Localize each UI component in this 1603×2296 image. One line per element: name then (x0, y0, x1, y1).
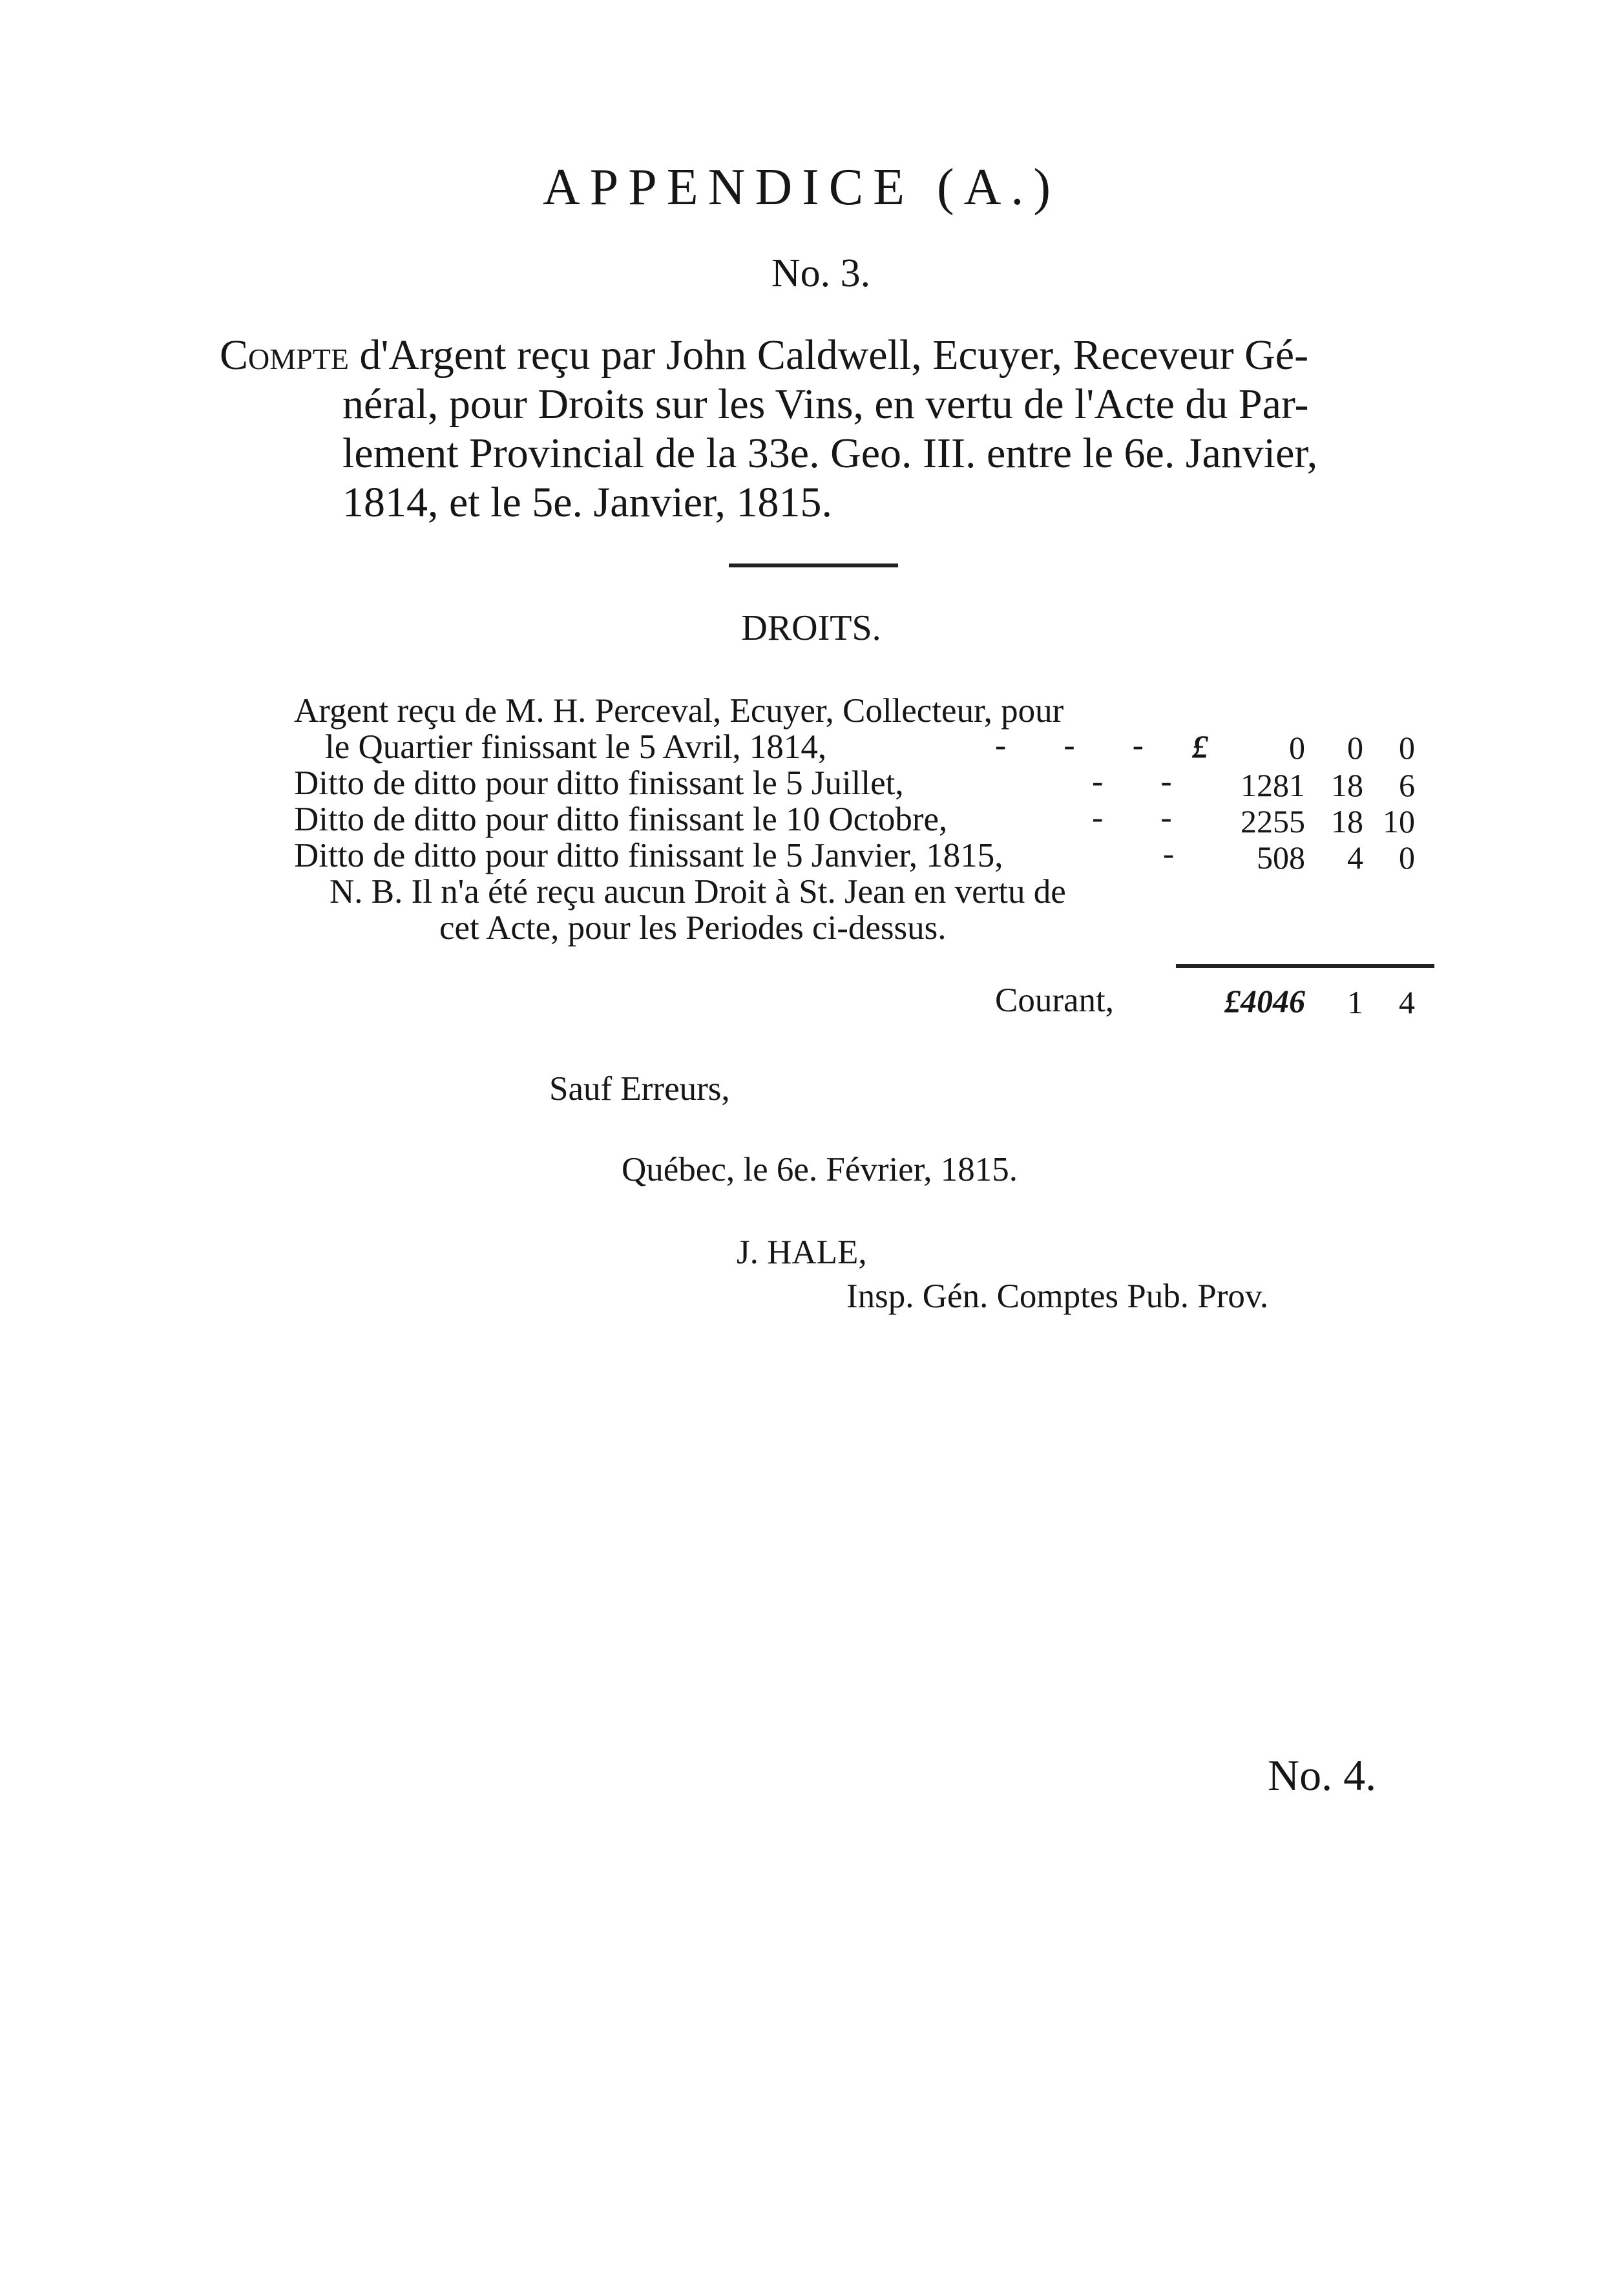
note-line-2: cet Acte, pour les Periodes ci-dessus. (439, 909, 947, 947)
entry-1-line-1: Argent reçu de M. H. Perceval, Ecuyer, Collecteur, pour (294, 692, 1064, 730)
intro-paragraph (220, 331, 1441, 527)
entry-1-pence: 0 (1399, 730, 1415, 766)
signature-name: J. HALE, (737, 1234, 867, 1271)
entry-3-pounds: 2255 (1241, 803, 1305, 839)
entry-4-dashes: - (1163, 836, 1199, 872)
section-divider (729, 563, 898, 567)
total-pence: 4 (1399, 984, 1415, 1020)
entry-1-shillings: 0 (1347, 730, 1363, 766)
note-line-1: N. B. Il n'a été reçu aucun Droit à St. Jean en vertu de (330, 873, 1066, 911)
sauf-erreurs: Sauf Erreurs, (549, 1070, 730, 1108)
document-number: No. 3. (771, 251, 871, 295)
entry-4-text: Ditto de ditto pour ditto finissant le 5 Janvier, 1815, (294, 837, 1003, 874)
entry-2-pence: 6 (1399, 767, 1415, 803)
entry-4-shillings: 4 (1347, 839, 1363, 876)
intro-line-3: lement Provincial de la 33e. Geo. III. entre le 6e. Janvier, (342, 430, 1318, 477)
entry-2-text: Ditto de ditto pour ditto finissant le 5 Juillet, (294, 764, 904, 802)
total-pounds: £4046 (1224, 983, 1305, 1019)
entry-4-pence: 0 (1399, 839, 1415, 876)
entry-2-dashes: - - (1092, 763, 1197, 800)
place-date: Québec, le 6e. Février, 1815. (622, 1151, 1018, 1188)
next-page-number: No. 4. (1268, 1751, 1377, 1800)
intro-line-4: 1814, et le 5e. Janvier, 1815. (342, 479, 833, 526)
entry-2-pounds: 1281 (1241, 767, 1305, 803)
entry-1-pounds: 0 (1289, 730, 1305, 766)
signature-title: Insp. Gén. Comptes Pub. Prov. (846, 1278, 1269, 1315)
section-title: DROITS. (741, 608, 881, 648)
appendix-heading: APPENDICE (A.) (542, 159, 1061, 216)
intro-lead-word: Compte (220, 332, 349, 379)
entry-4-pounds: 508 (1257, 839, 1305, 876)
entry-1-line-2: le Quartier finissant le 5 Avril, 1814, (325, 728, 827, 766)
entry-3-shillings: 18 (1331, 803, 1363, 839)
entry-3-pence: 10 (1383, 803, 1415, 839)
total-rule (1176, 964, 1434, 968)
entry-3-text: Ditto de ditto pour ditto finissant le 10 Octobre, (294, 801, 948, 838)
total-label: Courant, (995, 982, 1114, 1019)
intro-line-1-text: d'Argent reçu par John Caldwell, Ecuyer, Receveur Gé- (359, 332, 1309, 379)
entry-2-shillings: 18 (1331, 767, 1363, 803)
intro-line-2: néral, pour Droits sur les Vins, en vertu de l'Acte du Par- (342, 381, 1309, 428)
entry-3-dashes: - - (1092, 799, 1197, 836)
intro-line-1 (220, 331, 1441, 380)
entry-1-dashes: - - - (995, 727, 1168, 764)
entry-1-pound-sign: £ (1192, 728, 1208, 764)
total-shillings: 1 (1347, 984, 1363, 1020)
